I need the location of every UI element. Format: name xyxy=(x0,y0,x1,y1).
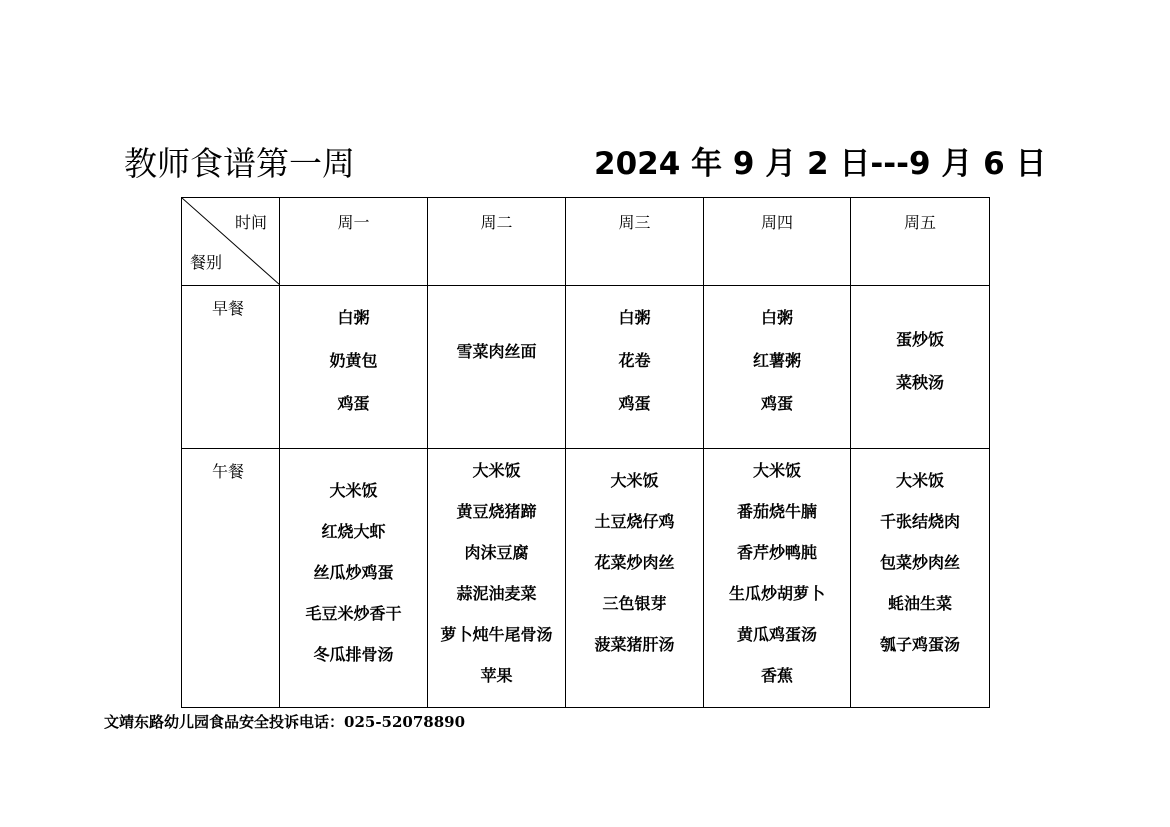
dish: 大米饭 xyxy=(895,471,944,490)
dish: 香蕉 xyxy=(760,666,793,685)
dish: 菜秧汤 xyxy=(895,373,944,392)
breakfast-wed xyxy=(566,286,704,449)
lunch-row xyxy=(182,449,990,708)
dish: 红薯粥 xyxy=(752,351,801,370)
dish: 香芹炒鸭肫 xyxy=(736,543,817,562)
day-header-thu: 周四 xyxy=(704,198,851,286)
dish: 花卷 xyxy=(618,351,651,370)
dish: 雪菜肉丝面 xyxy=(456,342,537,361)
dish: 奶黄包 xyxy=(329,351,378,370)
dish: 土豆烧仔鸡 xyxy=(594,512,675,531)
dish: 苹果 xyxy=(480,666,513,685)
date-range: 2024 年 9 月 2 日---9 月 6 日 xyxy=(594,146,1047,182)
dish: 瓠子鸡蛋汤 xyxy=(879,635,960,654)
dish: 大米饭 xyxy=(752,461,801,480)
corner-time-label: 时间 xyxy=(234,213,267,232)
page-title: 教师食谱第一周 xyxy=(124,144,355,183)
dish: 蒜泥油麦菜 xyxy=(456,584,537,603)
dish: 鸡蛋 xyxy=(618,394,651,413)
breakfast-label: 早餐 xyxy=(182,286,280,449)
corner-cell xyxy=(182,198,280,286)
dish: 三色银芽 xyxy=(602,594,667,613)
dish: 丝瓜炒鸡蛋 xyxy=(313,563,394,582)
dish: 蚝油生菜 xyxy=(887,594,952,613)
corner-meal-label: 餐别 xyxy=(190,253,223,272)
day-header-wed: 周三 xyxy=(566,198,704,286)
dish: 生瓜炒胡萝卜 xyxy=(728,584,825,603)
breakfast-fri xyxy=(851,286,990,449)
breakfast-thu xyxy=(704,286,851,449)
dish: 蛋炒饭 xyxy=(895,330,944,349)
dish: 鸡蛋 xyxy=(760,394,793,413)
dish: 番茄烧牛腩 xyxy=(736,502,817,521)
dish: 白粥 xyxy=(618,308,651,327)
day-header-fri: 周五 xyxy=(851,198,990,286)
lunch-tue xyxy=(428,449,566,708)
dish: 菠菜猪肝汤 xyxy=(594,635,675,654)
dish: 大米饭 xyxy=(472,461,521,480)
dish: 萝卜炖牛尾骨汤 xyxy=(440,625,553,644)
menu-table xyxy=(181,197,990,708)
breakfast-row xyxy=(182,286,990,449)
dish: 白粥 xyxy=(760,308,793,327)
day-header-mon: 周一 xyxy=(280,198,428,286)
breakfast-tue xyxy=(428,286,566,449)
complaint-hotline: 文靖东路幼儿园食品安全投诉电话：025-52078890 xyxy=(104,713,466,731)
dish: 大米饭 xyxy=(610,471,659,490)
dish: 花菜炒肉丝 xyxy=(594,553,675,572)
day-header-tue: 周二 xyxy=(428,198,566,286)
lunch-label: 午餐 xyxy=(182,449,280,708)
lunch-thu xyxy=(704,449,851,708)
dish: 鸡蛋 xyxy=(337,394,370,413)
dish: 白粥 xyxy=(337,308,370,327)
breakfast-mon xyxy=(280,286,428,449)
dish: 包菜炒肉丝 xyxy=(879,553,960,572)
dish: 千张结烧肉 xyxy=(879,512,960,531)
lunch-mon xyxy=(280,449,428,708)
dish: 大米饭 xyxy=(329,481,378,500)
dish: 黄瓜鸡蛋汤 xyxy=(736,625,817,644)
dish: 毛豆米炒香干 xyxy=(305,604,402,623)
dish: 肉沫豆腐 xyxy=(464,543,529,562)
lunch-fri xyxy=(851,449,990,708)
lunch-wed xyxy=(566,449,704,708)
header-row xyxy=(182,198,990,286)
dish: 红烧大虾 xyxy=(321,522,386,541)
dish: 黄豆烧猪蹄 xyxy=(456,502,537,521)
dish: 冬瓜排骨汤 xyxy=(313,645,394,664)
